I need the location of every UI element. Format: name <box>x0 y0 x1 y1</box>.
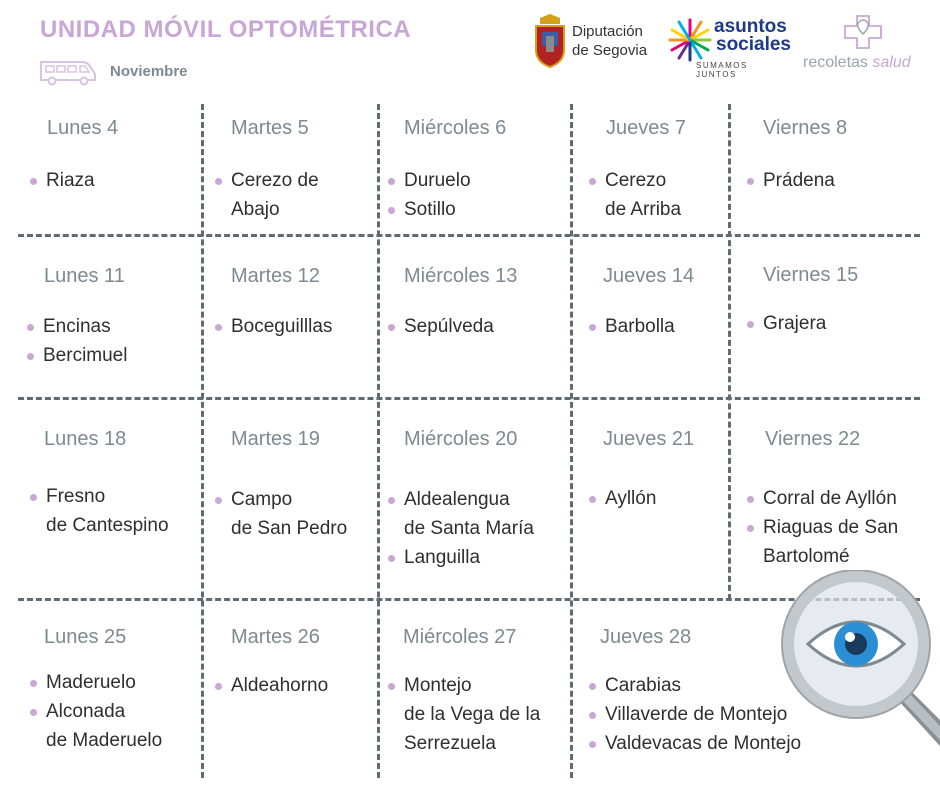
place-list <box>387 312 494 341</box>
day-heading: Miércoles 6 <box>404 117 507 139</box>
day-heading: Miércoles 27 <box>403 626 517 648</box>
diputacion-logo <box>532 14 647 68</box>
place-item: Languilla <box>387 543 534 572</box>
asuntos-sociales-logo <box>668 16 791 79</box>
place-list <box>214 671 328 700</box>
place-item: Prádena <box>746 166 835 195</box>
place-list <box>387 485 534 572</box>
place-item: Campo de San Pedro <box>214 485 347 543</box>
place-list <box>29 668 162 755</box>
day-heading: Miércoles 13 <box>404 265 518 287</box>
place-item: Barbolla <box>588 312 675 341</box>
place-item: Duruelo <box>387 166 471 195</box>
starburst-icon <box>668 18 712 62</box>
page-title: UNIDAD MÓVIL OPTOMÉTRICA <box>40 16 412 43</box>
asuntos-word: asuntos <box>714 16 787 37</box>
row-divider <box>18 234 920 237</box>
day-heading: Lunes 25 <box>44 626 127 648</box>
place-list <box>588 484 656 513</box>
place-item: Bercimuel <box>26 341 127 370</box>
sumamos-tagline: SUMAMOS JUNTOS <box>696 61 748 79</box>
place-list <box>588 166 681 224</box>
column-divider <box>201 104 204 778</box>
day-heading: Martes 12 <box>231 265 320 287</box>
place-list <box>214 312 332 341</box>
day-heading: Martes 19 <box>231 428 320 450</box>
place-list <box>746 484 898 571</box>
place-list <box>26 312 127 370</box>
place-item: Grajera <box>746 309 826 338</box>
place-list <box>588 312 675 341</box>
day-heading: Lunes 18 <box>44 428 127 450</box>
place-item: Riaguas de San Bartolomé <box>746 513 898 571</box>
day-heading: Lunes 4 <box>47 117 119 139</box>
place-item: Alconada de Maderuelo <box>29 697 162 755</box>
recoletas-word: recoletas <box>803 54 868 71</box>
day-heading: Viernes 22 <box>765 428 861 450</box>
place-item: Sepúlveda <box>387 312 494 341</box>
day-heading: Jueves 28 <box>600 626 692 648</box>
place-item: Ayllón <box>588 484 656 513</box>
place-list <box>746 166 835 195</box>
place-list <box>387 671 540 758</box>
place-item: Corral de Ayllón <box>746 484 898 513</box>
place-list <box>746 309 826 338</box>
place-list <box>588 671 801 758</box>
day-heading: Lunes 11 <box>44 265 125 287</box>
place-item: Riaza <box>29 166 95 195</box>
column-divider <box>728 104 731 600</box>
place-list <box>29 482 169 540</box>
salud-word: salud <box>872 54 911 71</box>
column-divider <box>570 104 573 778</box>
day-heading: Martes 5 <box>231 117 309 139</box>
place-item: Villaverde de Montejo <box>588 700 801 729</box>
recoletas-logo <box>803 12 933 76</box>
day-heading: Jueves 14 <box>603 265 695 287</box>
place-list <box>29 166 95 195</box>
van-icon <box>38 56 98 86</box>
coat-of-arms-icon <box>532 14 568 68</box>
place-item: Valdevacas de Montejo <box>588 729 801 758</box>
row-divider <box>18 397 920 400</box>
place-item: Cerezo de Abajo <box>214 166 319 224</box>
place-item: Sotillo <box>387 195 471 224</box>
place-item: Montejo de la Vega de la Serrezuela <box>387 671 540 758</box>
place-item: Maderuelo <box>29 668 162 697</box>
place-item: Encinas <box>26 312 127 341</box>
recoletas-wordmark <box>803 54 911 72</box>
day-heading: Jueves 7 <box>606 117 687 139</box>
day-heading: Martes 26 <box>231 626 320 648</box>
diputacion-line-1: Diputación <box>572 23 643 40</box>
day-heading: Viernes 15 <box>763 264 859 286</box>
day-heading: Viernes 8 <box>763 117 848 139</box>
magnifier-eye-icon <box>780 570 940 760</box>
sociales-word: sociales <box>716 34 791 55</box>
place-item: Boceguilllas <box>214 312 332 341</box>
cross-heart-icon <box>841 12 887 52</box>
day-heading: Jueves 21 <box>603 428 695 450</box>
place-list <box>214 166 319 224</box>
place-item: Aldealengua de Santa María <box>387 485 534 543</box>
place-list <box>387 166 471 224</box>
month-label: Noviembre <box>110 63 188 80</box>
place-item: Cerezo de Arriba <box>588 166 681 224</box>
diputacion-line-2: de Segovia <box>572 42 648 59</box>
place-list <box>214 485 347 543</box>
day-heading: Miércoles 20 <box>404 428 518 450</box>
place-item: Aldeahorno <box>214 671 328 700</box>
column-divider <box>377 104 380 778</box>
place-item: Carabias <box>588 671 801 700</box>
place-item: Fresno de Cantespino <box>29 482 169 540</box>
